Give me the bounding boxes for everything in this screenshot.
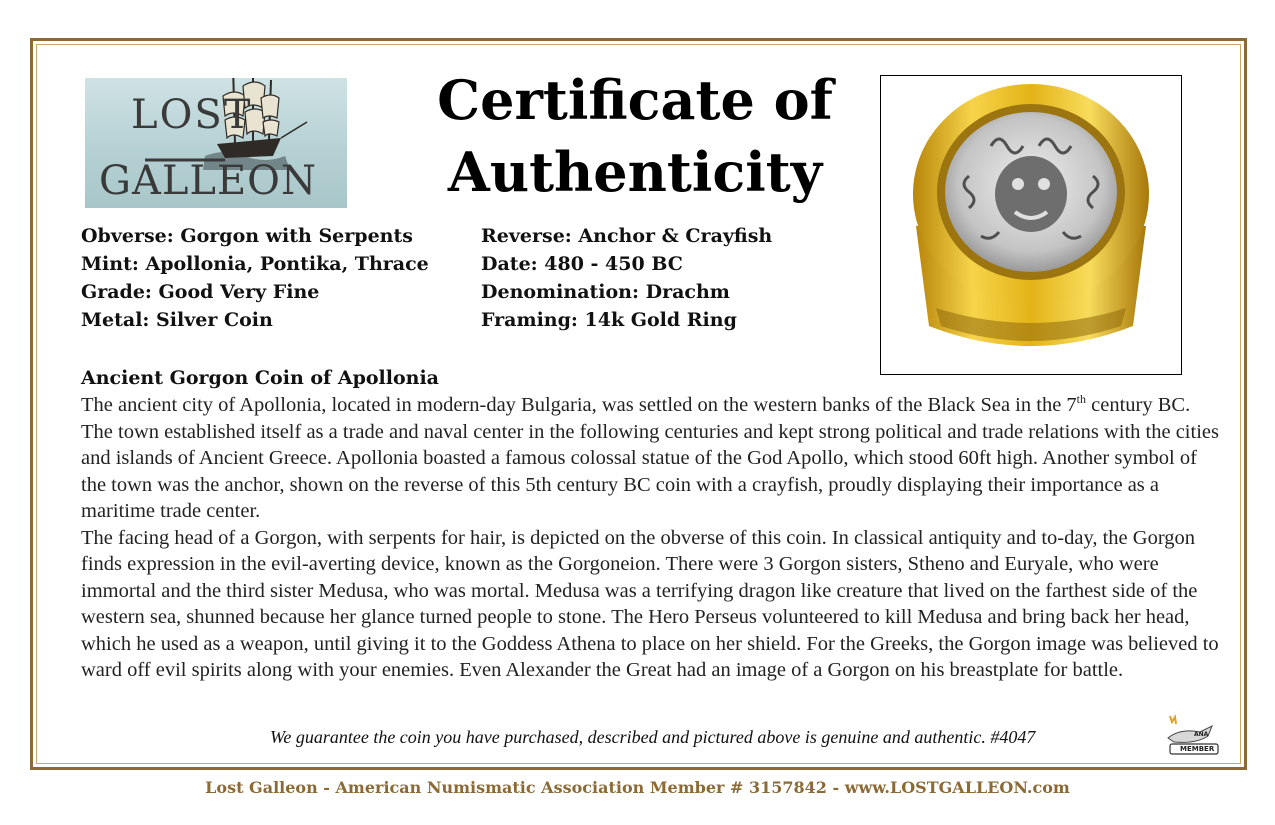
certificate-title [420, 64, 850, 208]
spec-grade: Grade: Good Very Fine [81, 281, 320, 303]
spec-mint: Mint: Apollonia, Pontika, Thrace [81, 253, 429, 275]
logo-word-lost: LOST [131, 92, 253, 138]
p1-text-start: The ancient city of Apollonia, located in modern-day Bulgaria, was settled on the western banks of the Black Sea in the 7 [81, 394, 1077, 416]
ana-member-badge [1160, 712, 1222, 756]
footer-member-info: Lost Galleon - American Numismatic Association Member # 3157842 - www.LOSTGALLEON.com [205, 778, 1070, 797]
guarantee-statement: We guarantee the coin you have purchased, described and pictured above is genuine and authentic. #4047 [270, 727, 1036, 747]
ana-badge-bottom: MEMBER [1180, 745, 1215, 753]
title-line-1: Certificate of [437, 68, 833, 132]
specs-left-column [81, 222, 429, 334]
spec-denomination: Denomination: Drachm [481, 281, 730, 303]
p1-superscript: th [1076, 392, 1087, 406]
specs-right-column [481, 222, 772, 334]
spec-framing: Framing: 14k Gold Ring [481, 309, 737, 331]
ring-photo [880, 75, 1182, 375]
gold-ring-coin-icon [881, 76, 1181, 374]
description-paragraph-2: The facing head of a Gorgon, with serpents for hair, is depicted on the obverse of this coin. In classical antiquity and to-day, the Gorgon finds expression in the evil-averting device, known as the Gorgoneion. There were 3 Gorgon sisters, Stheno and Euryale, who were immortal and the third sister Medusa, who was mortal. Medusa was a terrifying dragon like creature that lived on the farthest side of the western sea, shunned because her glance turned people to stone. The Hero Perseus volunteered to kill Medusa and bring back her head, which he used as a weapon, until giving it to the Goddess Athena to place on her shield. For the Greeks, the Gorgon image was believed to ward off evil spirits along with your enemies. Even Alexander the Great had an image of a Gorgon on his breastplate for battle. [81, 526, 1219, 681]
spec-obverse: Obverse: Gorgon with Serpents [81, 225, 413, 247]
ana-badge-top: ANA [1194, 731, 1209, 738]
spec-metal: Metal: Silver Coin [81, 309, 273, 331]
logo-word-galleon: GALLEON [99, 158, 317, 204]
spec-reverse: Reverse: Anchor & Crayfish [481, 225, 773, 247]
description-heading: Ancient Gorgon Coin of Apollonia [81, 367, 439, 389]
title-line-2: Authenticity [447, 140, 823, 204]
lost-galleon-logo [85, 78, 347, 208]
description-body [81, 392, 1221, 684]
description-paragraph-1 [81, 392, 1221, 525]
spec-date: Date: 480 - 450 BC [481, 253, 683, 275]
p1-text-end: century BC. The town established itself as a trade and naval center in the following centuries and kept strong political and trade relations with the cities and islands of Ancient Greece. Apollonia boasted a famous colossal statue of the God Apollo, which stood 60ft high. Another symbol of the town was the anchor, shown on the reverse of this 5th century BC coin with a crayfish, proudly displaying their importance as a maritime trade center. [81, 394, 1219, 522]
